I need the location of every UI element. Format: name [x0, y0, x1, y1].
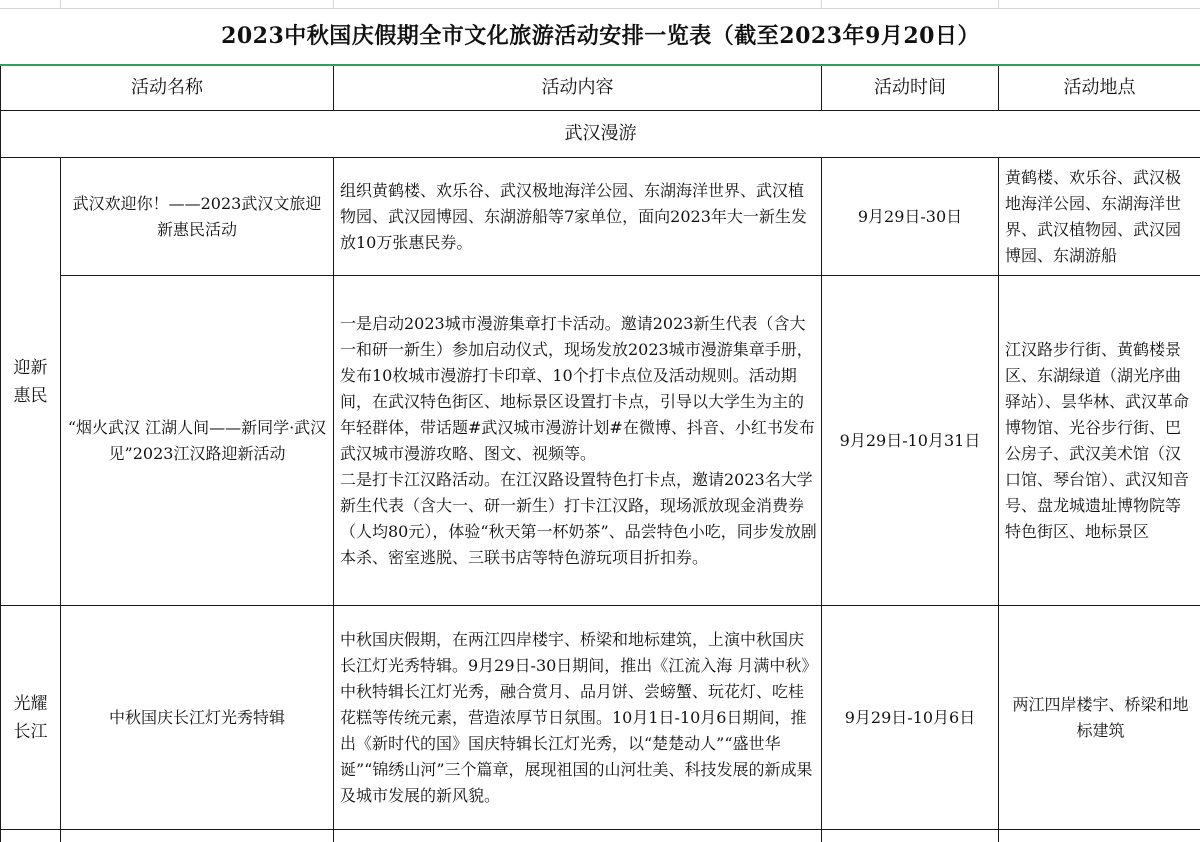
activity-time-cell[interactable]: 9月29日-10月6日	[822, 606, 999, 830]
section-title[interactable]: 武汉漫游	[1, 111, 1200, 158]
activity-content-cell[interactable]	[334, 830, 822, 842]
category-cell[interactable]	[1, 606, 61, 830]
category-cell[interactable]	[1, 158, 61, 606]
activity-name-cell[interactable]: 武汉欢迎你！——2023武汉文旅迎新惠民活动	[61, 158, 334, 276]
category-cell[interactable]	[1, 830, 61, 842]
activity-place-cell[interactable]: 江汉路步行街、黄鹤楼景区、东湖绿道（湖光序曲驿站）、昙华林、武汉革命博物馆、光谷步行街、巴公房子、武汉美术馆（汉口馆、琴台馆）、武汉知音号、盘龙城遗址博物院等特色街区、地标景区	[999, 276, 1200, 606]
activity-place-cell[interactable]: 两江四岸楼宇、桥梁和地标建筑	[999, 606, 1200, 830]
table-title[interactable]: 2023中秋国庆假期全市文化旅游活动安排一览表（截至2023年9月20日）	[1, 8, 1200, 65]
table-row	[1, 158, 1200, 276]
header-activity-content[interactable]: 活动内容	[334, 65, 822, 111]
activity-name-cell[interactable]: “烟火武汉 江湖人间——新同学·武汉见”2023江汉路迎新活动	[61, 276, 334, 606]
section-row	[1, 111, 1200, 158]
activity-place-cell[interactable]: 黄鹤楼、欢乐谷、武汉极地海洋公园、东湖海洋世界、武汉植物园、武汉园博园、东湖游船	[999, 158, 1200, 276]
table-row-partial	[1, 830, 1200, 842]
activity-time-cell[interactable]	[822, 830, 999, 842]
content-paragraph: 中秋国庆假期，在两江四岸楼宇、桥梁和地标建筑，上演中秋国庆长江灯光秀特辑。9月29日-30日期间，推出《江流入海 月满中秋》中秋特辑长江灯光秀，融合赏月、品月饼、尝螃蟹、玩花灯、吃桂花糕等传统元素，营造浓厚节日氛围。10月1日-10月6日期间，推出《新时代的国》国庆特辑长江灯光秀，以“楚楚动人”“盛世华诞”“锦绣山河”三个篇章，展现祖国的山河壮美、科技发展的新成果及城市发展的新风貌。	[340, 629, 813, 805]
activity-content-cell[interactable]	[334, 606, 822, 830]
activity-place-cell[interactable]	[999, 830, 1200, 842]
content-paragraph: 二是打卡江汉路活动。在江汉路设置特色打卡点，邀请2023名大学新生代表（含大一、研一新生）打卡江汉路，现场派放现金消费券（人均80元），体验“秋天第一杯奶茶”、品尝特色小吃，同步发放剧本杀、密室逃脱、三联书店等特色游玩项目折扣券。	[340, 469, 817, 567]
header-activity-time[interactable]: 活动时间	[822, 65, 999, 111]
activity-name-cell[interactable]: 中秋国庆长江灯光秀特辑	[61, 606, 334, 830]
table-row	[1, 606, 1200, 830]
content-paragraph: 一是启动2023城市漫游集章打卡活动。邀请2023新生代表（含大一和研一新生）参加启动仪式，现场发放2023城市漫游集章手册，发布10枚城市漫游打卡印章、10个打卡点位及活动规则。活动期间，在武汉特色街区、地标景区设置打卡点，引导以大学生为主的年轻群体，带话题#武汉城市漫游计划#在微博、抖音、小红书发布武汉城市漫游攻略、图文、视频等。	[340, 313, 815, 463]
category-label: 光耀 长江	[13, 693, 48, 742]
content-paragraph: 组织黄鹤楼、欢乐谷、武汉极地海洋公园、东湖海洋世界、武汉植物园、武汉园博园、东湖游船等7家单位，面向2023年大一新生发放10万张惠民券。	[340, 180, 807, 252]
header-activity-place[interactable]: 活动地点	[999, 65, 1200, 111]
activity-time-cell[interactable]: 9月29日-10月31日	[822, 276, 999, 606]
header-row	[1, 65, 1200, 111]
title-row	[1, 8, 1200, 65]
header-activity-name[interactable]: 活动名称	[1, 65, 334, 111]
table-row	[1, 276, 1200, 606]
schedule-table	[0, 8, 1200, 842]
activity-content-cell[interactable]	[334, 158, 822, 276]
category-label: 迎新 惠民	[13, 357, 48, 406]
activity-name-cell[interactable]	[61, 830, 334, 842]
activity-time-cell[interactable]: 9月29日-30日	[822, 158, 999, 276]
activity-content-cell[interactable]	[334, 276, 822, 606]
